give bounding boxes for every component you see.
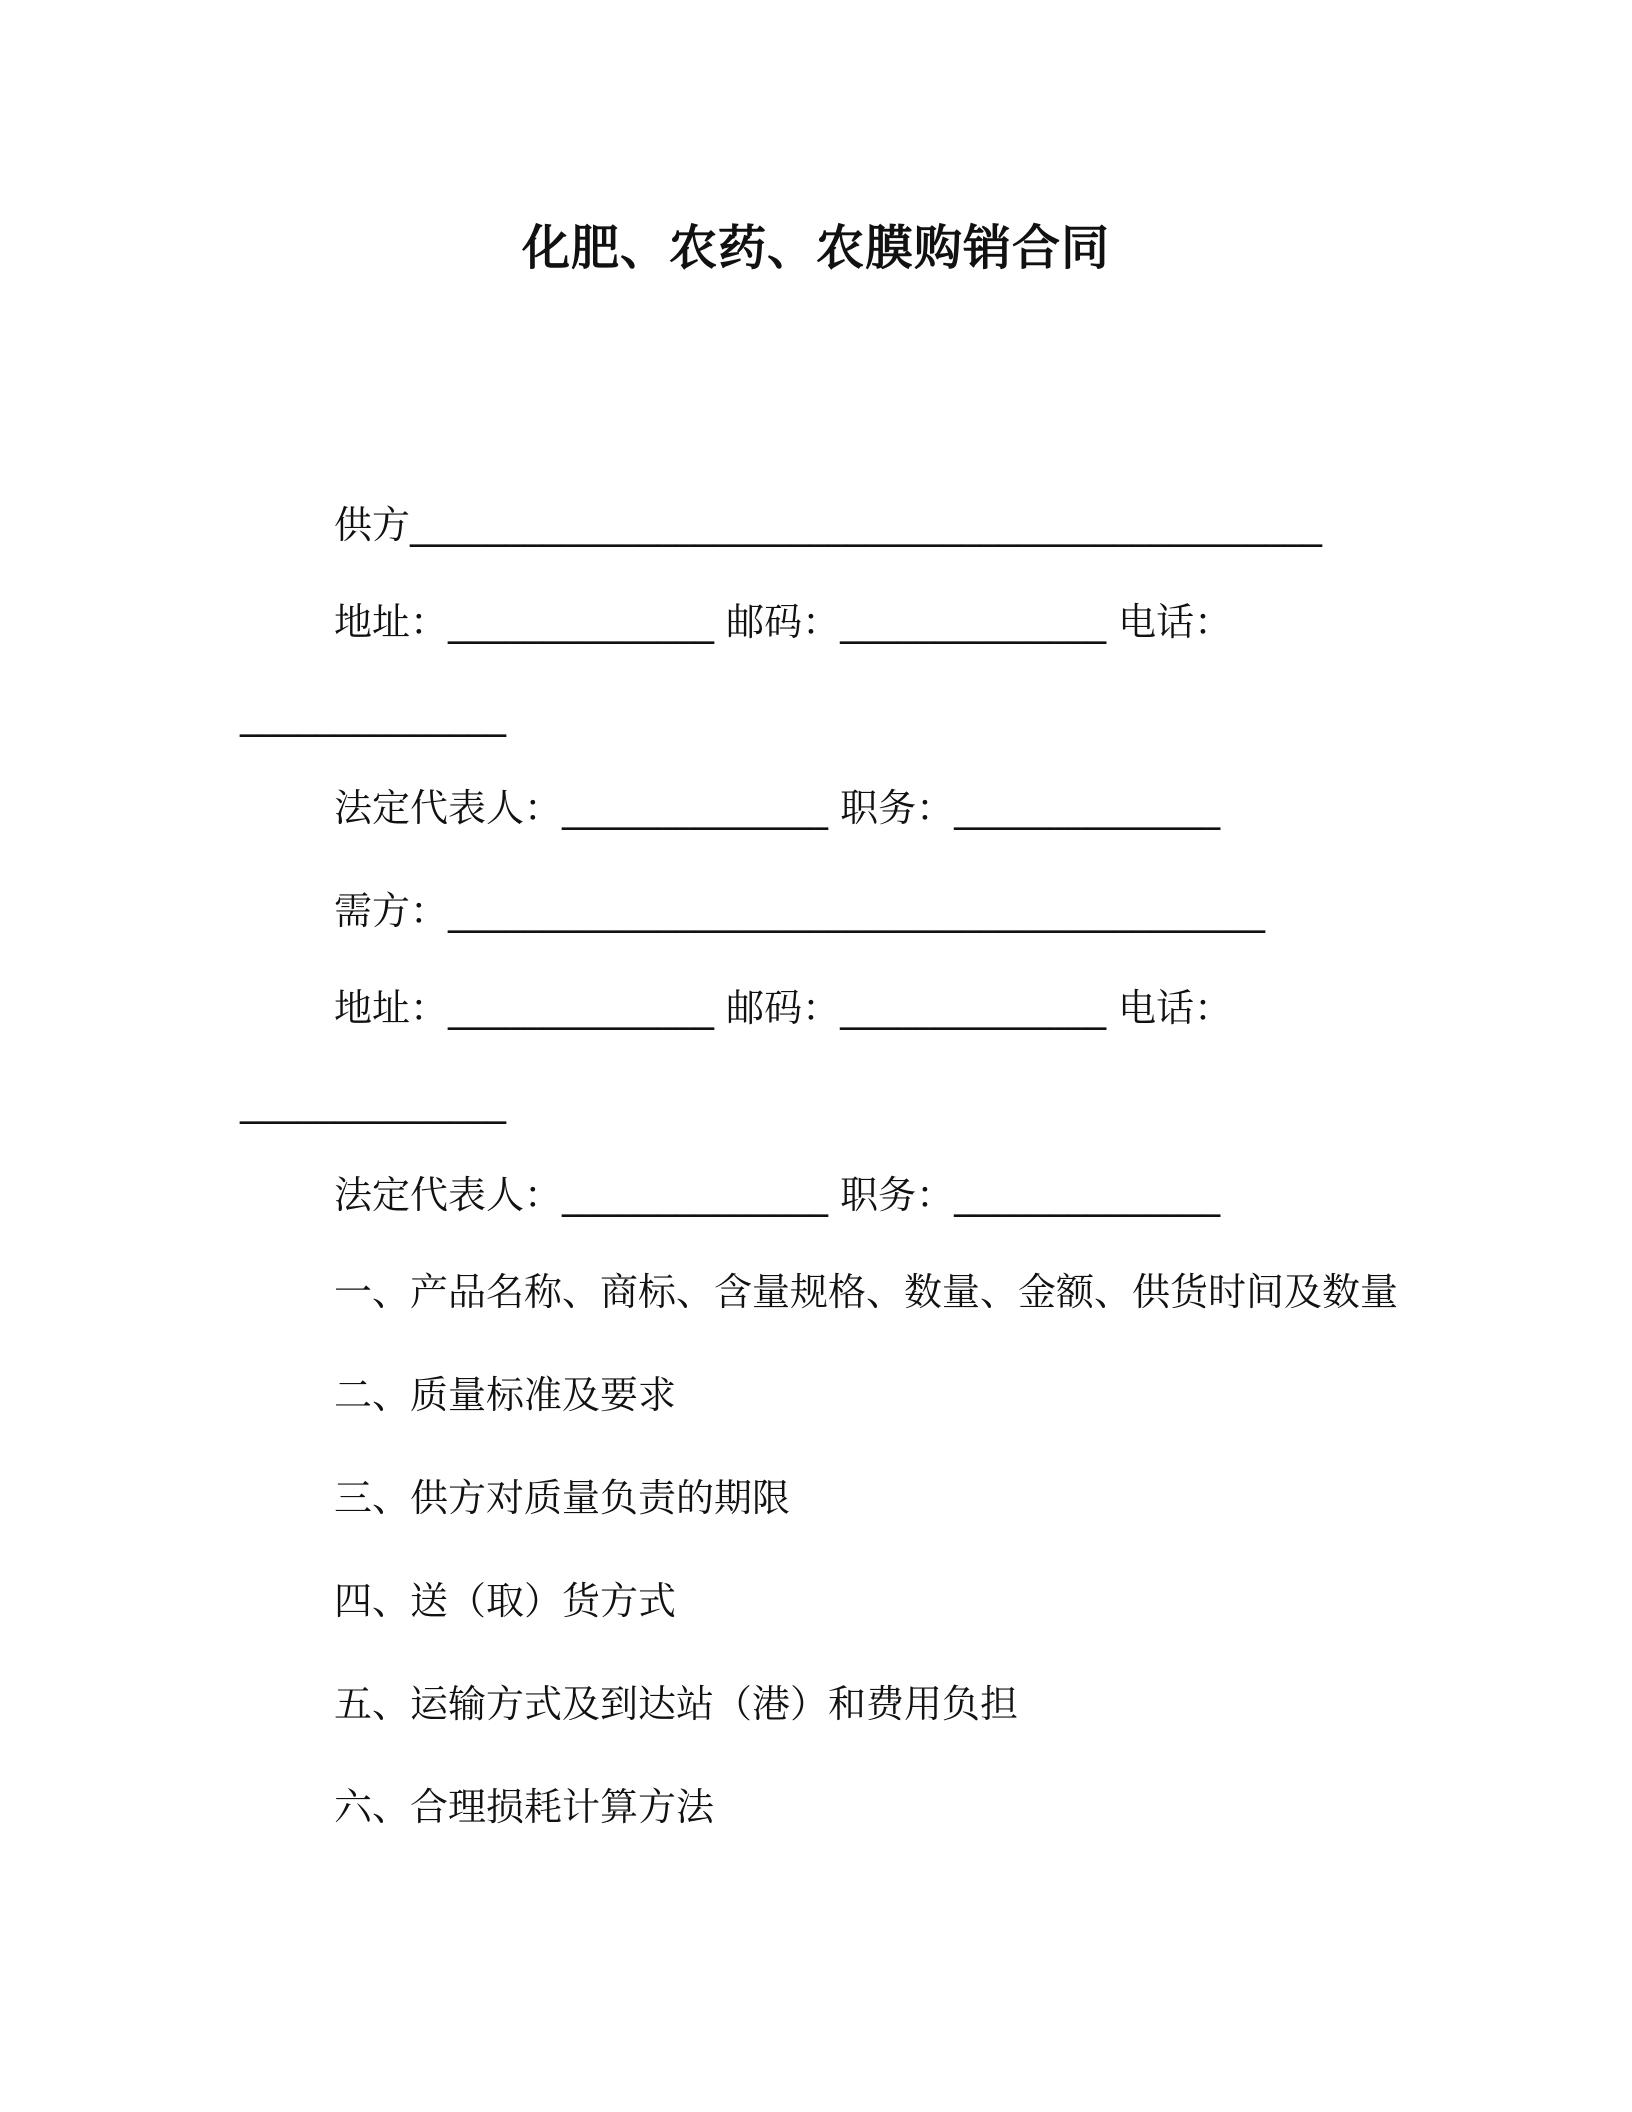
supplier-address-line: 地址：______________ 邮码：______________ 电话：: [334, 600, 1233, 644]
contract-title: 化肥、农药、农膜购销合同: [521, 220, 1110, 276]
supplier-rep-line: 法定代表人：______________ 职务：______________: [334, 786, 1221, 830]
section-4: 四、送（取）货方式: [334, 1579, 677, 1623]
section-2: 二、质量标准及要求: [334, 1373, 677, 1417]
buyer-phone-blank: ______________: [240, 1080, 506, 1124]
supplier-party-line: 供方________________________________________________: [334, 503, 1323, 547]
section-1: 一、产品名称、商标、含量规格、数量、金额、供货时间及数量: [334, 1270, 1399, 1314]
buyer-rep-line: 法定代表人：______________ 职务：______________: [334, 1173, 1221, 1217]
buyer-party-line: 需方：___________________________________________: [334, 889, 1266, 933]
supplier-phone-blank: ______________: [240, 693, 506, 737]
section-6: 六、合理损耗计算方法: [334, 1785, 715, 1829]
buyer-address-line: 地址：______________ 邮码：______________ 电话：: [334, 986, 1233, 1030]
section-3: 三、供方对质量负责的期限: [334, 1476, 791, 1520]
section-5: 五、运输方式及到达站（港）和费用负担: [334, 1682, 1019, 1726]
